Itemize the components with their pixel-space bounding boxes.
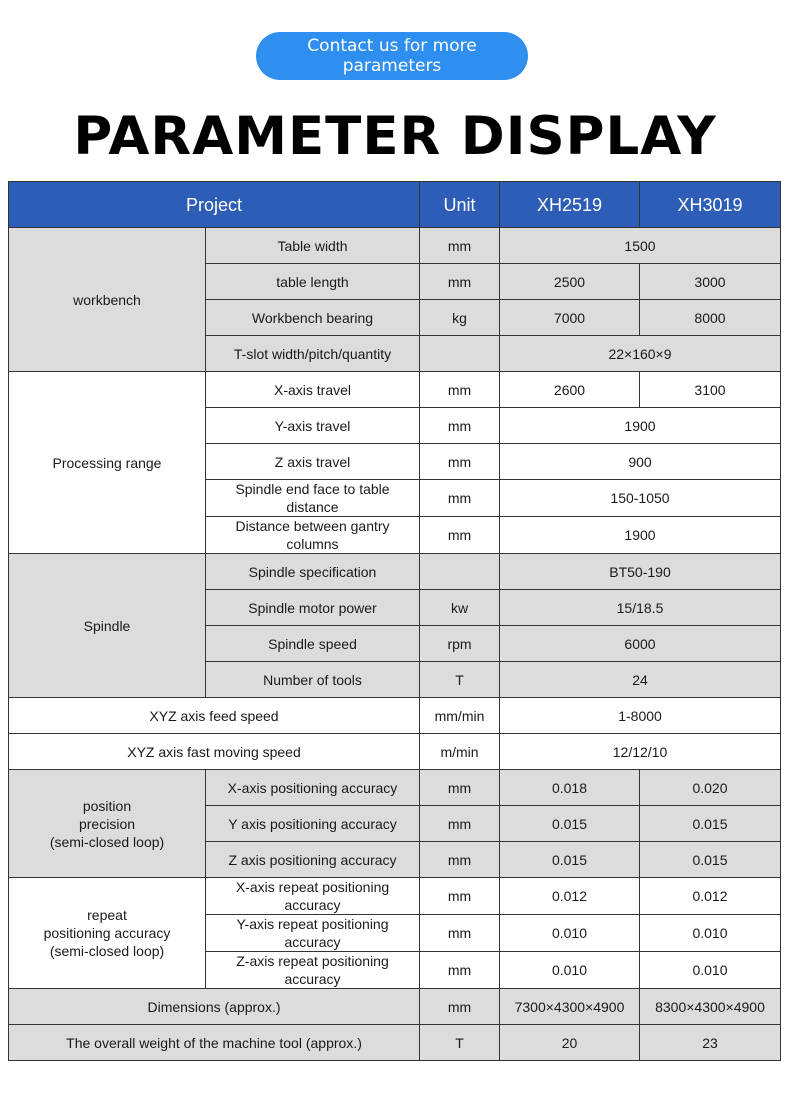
page-title: PARAMETER DISPLAY xyxy=(73,106,717,167)
item-name: Workbench bearing xyxy=(206,300,420,336)
item-name: Distance between gantry columns xyxy=(206,517,420,554)
item-value: 900 xyxy=(500,444,781,480)
item-unit: mm xyxy=(420,952,500,989)
item-unit: kw xyxy=(420,590,500,626)
item-unit xyxy=(420,554,500,590)
item-unit: mm/min xyxy=(420,698,500,734)
item-value: 1900 xyxy=(500,408,781,444)
item-unit: mm xyxy=(420,915,500,952)
header-project: Project xyxy=(9,182,420,228)
table-row xyxy=(9,878,781,915)
header-unit: Unit xyxy=(420,182,500,228)
group-label-line: precision xyxy=(78,815,136,832)
item-value-xh3019: 23 xyxy=(640,1025,781,1061)
item-value: 24 xyxy=(500,662,781,698)
item-name: Z axis travel xyxy=(206,444,420,480)
item-name: Y-axis travel xyxy=(206,408,420,444)
item-value-xh2519: 2500 xyxy=(500,264,640,300)
item-value-xh2519: 0.010 xyxy=(500,915,640,952)
item-unit: mm xyxy=(420,517,500,554)
item-name: X-axis positioning accuracy xyxy=(206,770,420,806)
item-name: X-axis travel xyxy=(206,372,420,408)
item-unit: mm xyxy=(420,806,500,842)
item-value-xh2519: 0.010 xyxy=(500,952,640,989)
item-unit: mm xyxy=(420,444,500,480)
item-unit: mm xyxy=(420,770,500,806)
item-name: Z-axis repeat positioning accuracy xyxy=(206,952,420,989)
item-unit: T xyxy=(420,1025,500,1061)
group-label-position-precision xyxy=(9,770,206,878)
table-row xyxy=(9,372,781,408)
item-value: 150-1050 xyxy=(500,480,781,517)
item-unit: mm xyxy=(420,989,500,1025)
item-name: XYZ axis fast moving speed xyxy=(9,734,420,770)
table-row xyxy=(9,734,781,770)
item-unit: mm xyxy=(420,264,500,300)
item-name: Spindle end face to table distance xyxy=(206,480,420,517)
item-value: 1-8000 xyxy=(500,698,781,734)
item-unit: mm xyxy=(420,408,500,444)
header-model-xh3019: XH3019 xyxy=(640,182,781,228)
item-value: 1900 xyxy=(500,517,781,554)
group-label-line: (semi-closed loop) xyxy=(49,943,165,959)
item-name: Y-axis repeat positioning accuracy xyxy=(206,915,420,952)
table-row xyxy=(9,698,781,734)
item-name: Number of tools xyxy=(206,662,420,698)
item-value: 1500 xyxy=(500,228,781,264)
item-value-xh3019: 8300×4300×4900 xyxy=(640,989,781,1025)
item-name: Y axis positioning accuracy xyxy=(206,806,420,842)
item-value-xh3019: 0.010 xyxy=(640,952,781,989)
item-value-xh2519: 20 xyxy=(500,1025,640,1061)
group-label-line: repeat xyxy=(87,907,127,923)
item-unit: T xyxy=(420,662,500,698)
item-name: Spindle speed xyxy=(206,626,420,662)
table-row xyxy=(9,770,781,806)
item-value: 6000 xyxy=(500,626,781,662)
group-label-line: position xyxy=(82,797,132,814)
item-value-xh3019: 8000 xyxy=(640,300,781,336)
item-value-xh2519: 0.015 xyxy=(500,806,640,842)
item-unit: mm xyxy=(420,480,500,517)
item-unit: mm xyxy=(420,842,500,878)
item-name: T-slot width/pitch/quantity xyxy=(206,336,420,372)
header-model-xh2519: XH2519 xyxy=(500,182,640,228)
item-value: 22×160×9 xyxy=(500,336,781,372)
item-unit: mm xyxy=(420,878,500,915)
group-label-processing-range: Processing range xyxy=(9,372,206,554)
item-unit: kg xyxy=(420,300,500,336)
parameter-table xyxy=(8,181,781,1061)
group-label-spindle: Spindle xyxy=(9,554,206,698)
item-unit: m/min xyxy=(420,734,500,770)
item-name: Z axis positioning accuracy xyxy=(206,842,420,878)
item-value-xh3019: 3000 xyxy=(640,264,781,300)
item-name: XYZ axis feed speed xyxy=(9,698,420,734)
item-name: X-axis repeat positioning accuracy xyxy=(206,878,420,915)
table-row xyxy=(9,1025,781,1061)
item-value-xh2519: 0.018 xyxy=(500,770,640,806)
item-name: Spindle specification xyxy=(206,554,420,590)
item-value-xh3019: 0.020 xyxy=(640,770,781,806)
item-value-xh2519: 2600 xyxy=(500,372,640,408)
table-row xyxy=(9,989,781,1025)
item-value-xh3019: 0.012 xyxy=(640,878,781,915)
item-unit: mm xyxy=(420,228,500,264)
item-name: Spindle motor power xyxy=(206,590,420,626)
item-value: 15/18.5 xyxy=(500,590,781,626)
item-name: table length xyxy=(206,264,420,300)
table-row xyxy=(9,554,781,590)
item-value: BT50-190 xyxy=(500,554,781,590)
contact-button[interactable]: Contact us for more parameters xyxy=(256,32,528,80)
item-value-xh3019: 3100 xyxy=(640,372,781,408)
item-value-xh2519: 7000 xyxy=(500,300,640,336)
item-name: The overall weight of the machine tool (approx.) xyxy=(9,1025,420,1061)
item-name: Table width xyxy=(206,228,420,264)
item-value-xh2519: 0.015 xyxy=(500,842,640,878)
group-label-workbench: workbench xyxy=(9,228,206,372)
item-value-xh3019: 0.015 xyxy=(640,842,781,878)
item-unit: rpm xyxy=(420,626,500,662)
group-label-line: positioning accuracy xyxy=(43,925,171,941)
item-value-xh3019: 0.015 xyxy=(640,806,781,842)
group-label-line: (semi-closed loop) xyxy=(49,833,165,850)
item-value-xh2519: 7300×4300×4900 xyxy=(500,989,640,1025)
item-value: 12/12/10 xyxy=(500,734,781,770)
item-value-xh3019: 0.010 xyxy=(640,915,781,952)
item-unit: mm xyxy=(420,372,500,408)
item-name: Dimensions (approx.) xyxy=(9,989,420,1025)
header-row xyxy=(9,182,781,228)
table-row xyxy=(9,228,781,264)
item-unit xyxy=(420,336,500,372)
item-value-xh2519: 0.012 xyxy=(500,878,640,915)
group-label-repeat-positioning xyxy=(9,878,206,989)
